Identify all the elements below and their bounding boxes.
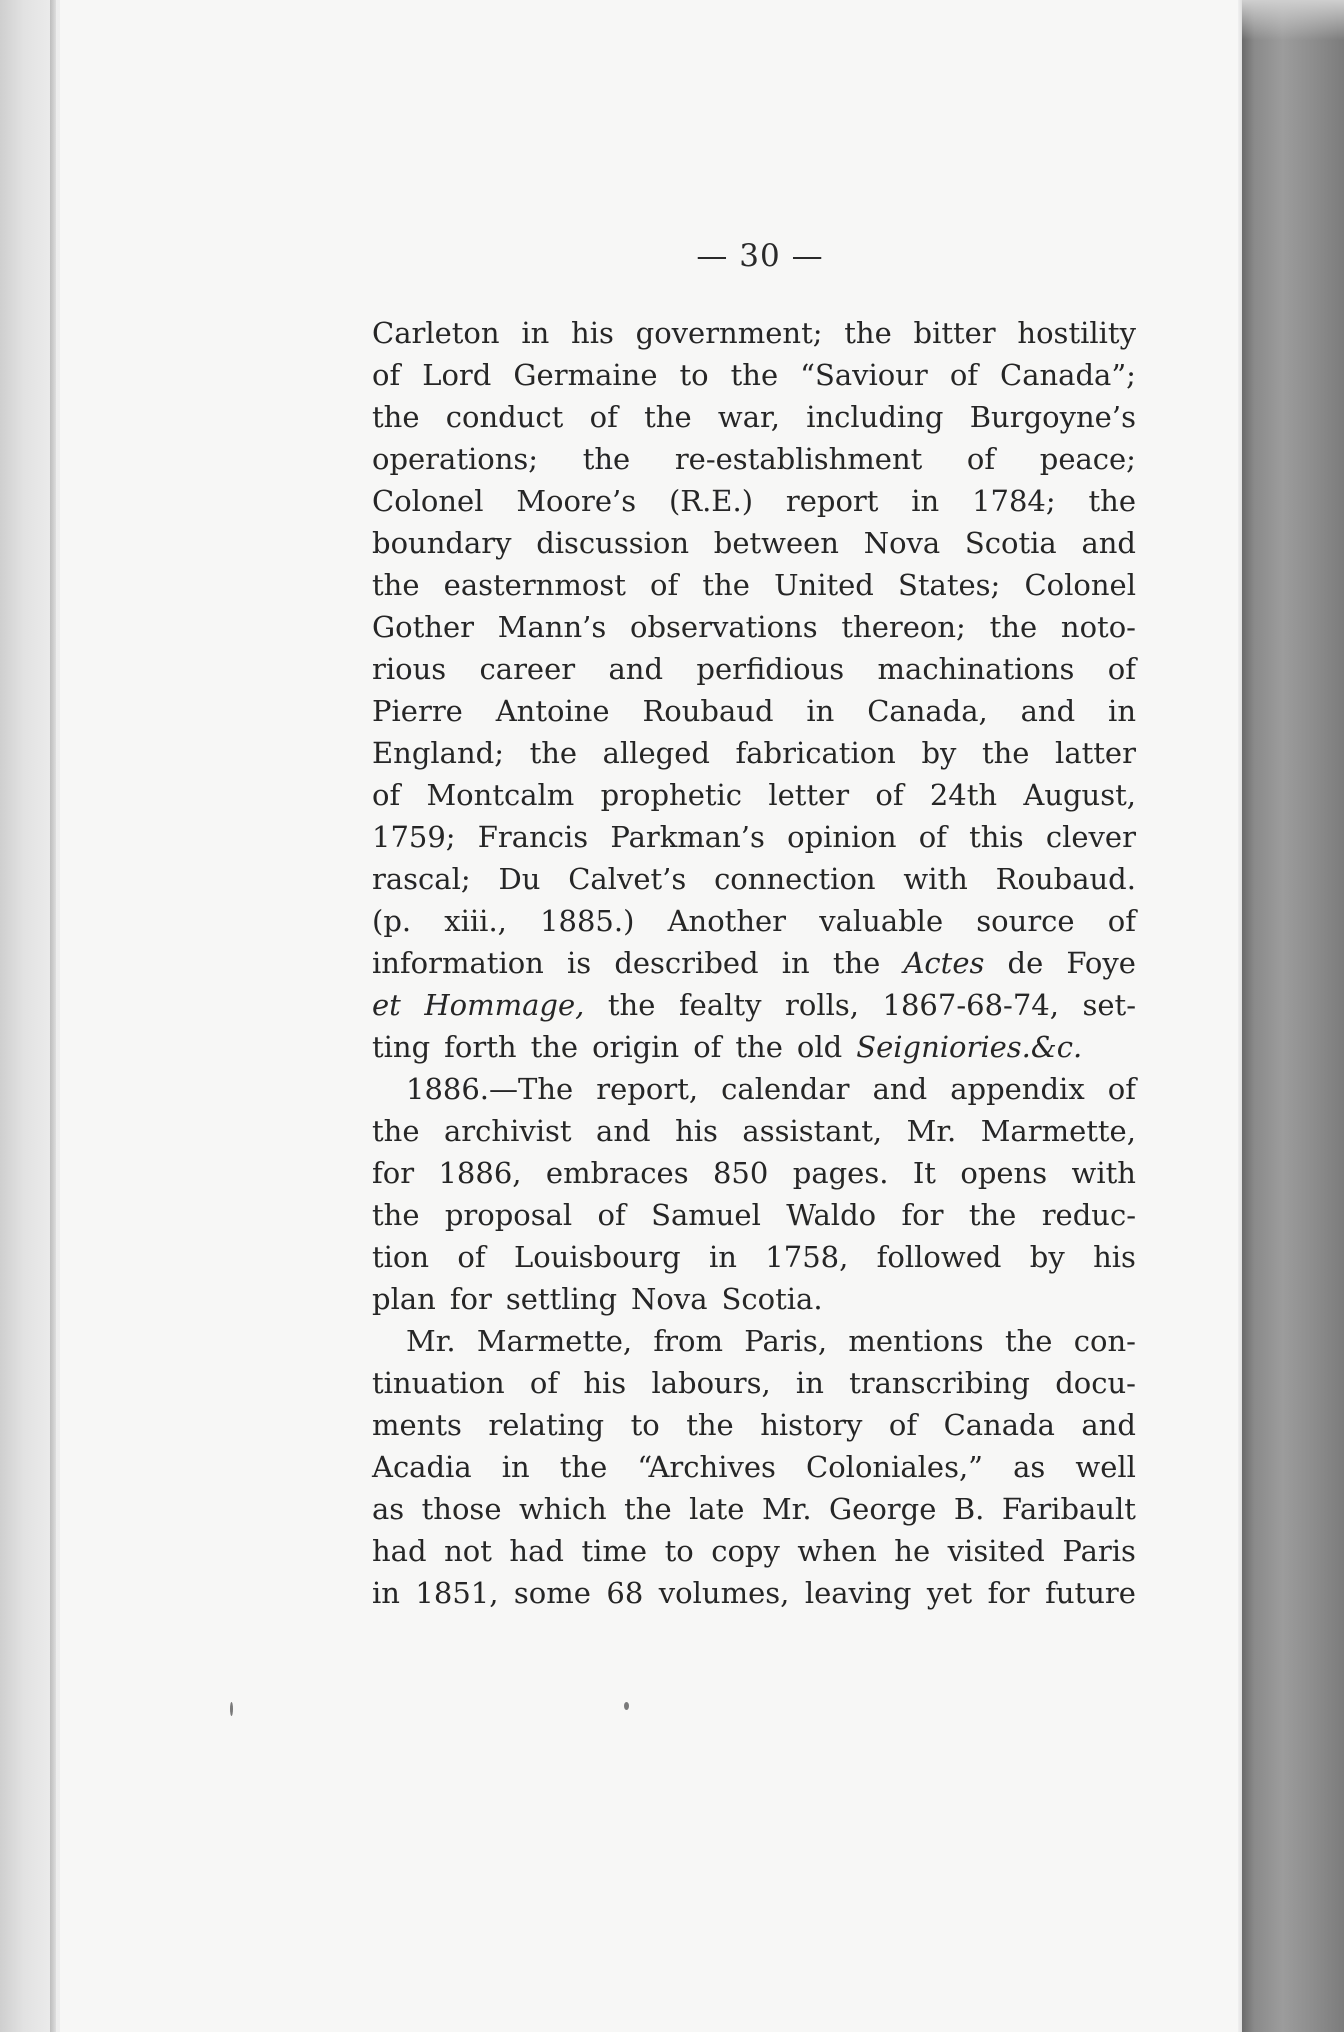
word: the bbox=[644, 400, 692, 434]
text-line bbox=[372, 1446, 1136, 1488]
word: Waldo bbox=[786, 1198, 877, 1232]
word: Moore’s bbox=[516, 484, 637, 518]
word: opinion bbox=[787, 820, 897, 854]
text-line bbox=[372, 816, 1136, 858]
word: Canada bbox=[943, 1408, 1055, 1442]
word: the bbox=[968, 1198, 1017, 1232]
word: of bbox=[372, 358, 401, 392]
word: of bbox=[875, 778, 904, 812]
word: plan bbox=[372, 1282, 436, 1316]
word: had bbox=[372, 1534, 427, 1568]
word: embraces bbox=[545, 1156, 689, 1190]
word: with bbox=[1071, 1156, 1136, 1190]
word: of bbox=[888, 1408, 918, 1442]
word: of bbox=[1107, 904, 1136, 938]
word: the bbox=[1004, 1324, 1053, 1358]
word: the bbox=[372, 568, 420, 602]
word: followed bbox=[876, 1240, 1002, 1274]
word: perfidious bbox=[696, 652, 845, 686]
text-line bbox=[372, 648, 1136, 690]
word: and bbox=[596, 1114, 651, 1148]
word: war, bbox=[717, 400, 780, 434]
word: Mr. bbox=[406, 1324, 456, 1358]
word: for bbox=[987, 1576, 1030, 1610]
word: history bbox=[760, 1408, 863, 1442]
word: old bbox=[796, 1030, 843, 1064]
word: of bbox=[949, 358, 979, 392]
italic-word: et bbox=[372, 988, 401, 1022]
word: transcribing bbox=[849, 1366, 1030, 1400]
word: Mr. bbox=[761, 1492, 812, 1526]
italic-word: &c. bbox=[1030, 1030, 1083, 1064]
dust-speck bbox=[624, 1702, 629, 1710]
word: relating bbox=[488, 1408, 605, 1442]
word: latter bbox=[1055, 736, 1136, 770]
word: Foye bbox=[1066, 946, 1136, 980]
text-line bbox=[372, 312, 1136, 354]
word: xiii., bbox=[444, 904, 507, 938]
word: docu- bbox=[1055, 1366, 1136, 1400]
word: Coloniales,” bbox=[806, 1450, 984, 1484]
word: with bbox=[903, 862, 968, 896]
word: Pierre bbox=[372, 694, 463, 728]
word: the bbox=[529, 736, 578, 770]
word: Mr. bbox=[906, 1114, 957, 1148]
word: origin bbox=[592, 1030, 680, 1064]
word: Gother bbox=[372, 610, 474, 644]
word: Roubaud. bbox=[995, 862, 1136, 896]
word: Germaine bbox=[513, 358, 658, 392]
word: is bbox=[567, 946, 592, 980]
word: ting bbox=[372, 1030, 431, 1064]
text-line bbox=[372, 606, 1136, 648]
dust-speck bbox=[230, 1702, 233, 1716]
word: the bbox=[1088, 484, 1136, 518]
word: 1758, bbox=[765, 1240, 849, 1274]
italic-word: Hommage, bbox=[424, 988, 585, 1022]
word: report bbox=[785, 484, 879, 518]
word: for bbox=[372, 1156, 415, 1190]
word: report, bbox=[596, 1072, 699, 1106]
word: in bbox=[709, 1240, 737, 1274]
word: and bbox=[1020, 694, 1076, 728]
word: Nova bbox=[631, 1282, 708, 1316]
word: and bbox=[872, 1072, 928, 1106]
word: the bbox=[735, 1030, 783, 1064]
word: volumes, bbox=[658, 1576, 790, 1610]
word: 850 bbox=[712, 1156, 769, 1190]
word: from bbox=[653, 1324, 723, 1358]
word: boundary bbox=[372, 526, 512, 560]
word: de bbox=[1007, 946, 1044, 980]
text-line bbox=[372, 396, 1136, 438]
word: con- bbox=[1073, 1324, 1136, 1358]
word: forth bbox=[444, 1030, 517, 1064]
text-line bbox=[372, 1530, 1136, 1572]
word: Canada”; bbox=[1000, 358, 1136, 392]
word: of bbox=[1107, 1072, 1136, 1106]
word: United bbox=[774, 568, 874, 602]
word: easternmost bbox=[443, 568, 626, 602]
word: in bbox=[781, 946, 810, 980]
word: prophetic bbox=[600, 778, 743, 812]
word: the bbox=[702, 568, 750, 602]
word: this bbox=[969, 820, 1024, 854]
word: England; bbox=[372, 736, 504, 770]
word: source bbox=[976, 904, 1075, 938]
word: of bbox=[372, 778, 401, 812]
word: the bbox=[989, 610, 1038, 644]
body-text bbox=[372, 312, 1136, 1614]
word: his bbox=[675, 1114, 718, 1148]
word: he bbox=[894, 1534, 931, 1568]
word: re-establishment bbox=[674, 442, 923, 476]
word: Samuel bbox=[651, 1198, 761, 1232]
word: Calvet’s bbox=[568, 862, 687, 896]
word: appendix bbox=[950, 1072, 1085, 1106]
word: 1851, bbox=[415, 1576, 499, 1610]
word: the bbox=[624, 1492, 672, 1526]
word: in bbox=[795, 1366, 824, 1400]
word: Montcalm bbox=[426, 778, 575, 812]
word: B. bbox=[953, 1492, 985, 1526]
word: of bbox=[918, 820, 947, 854]
text-line bbox=[372, 942, 1136, 984]
word: calendar bbox=[721, 1072, 850, 1106]
text-line bbox=[372, 858, 1136, 900]
word: (R.E.) bbox=[668, 484, 754, 518]
word: the bbox=[372, 1114, 420, 1148]
word: valuable bbox=[819, 904, 944, 938]
word: connection bbox=[714, 862, 876, 896]
word: opens bbox=[960, 1156, 1048, 1190]
word: the bbox=[372, 1198, 420, 1232]
word: machinations bbox=[877, 652, 1075, 686]
word: to bbox=[679, 358, 709, 392]
text-line bbox=[372, 1572, 1136, 1614]
word: leaving bbox=[804, 1576, 912, 1610]
word: Nova bbox=[863, 526, 941, 560]
text-line bbox=[372, 774, 1136, 816]
word: in bbox=[1108, 694, 1136, 728]
word: 1867-68-74, bbox=[882, 988, 1059, 1022]
italic-word: Actes bbox=[903, 946, 985, 980]
word: his bbox=[571, 316, 614, 350]
word: in bbox=[372, 1576, 400, 1610]
word: Francis bbox=[477, 820, 589, 854]
word: career bbox=[479, 652, 576, 686]
word: his bbox=[1093, 1240, 1136, 1274]
word: in bbox=[521, 316, 550, 350]
word: Antoine bbox=[495, 694, 610, 728]
word: of bbox=[693, 1030, 722, 1064]
word: Roubaud bbox=[642, 694, 774, 728]
text-line bbox=[372, 900, 1136, 942]
text-line bbox=[372, 1026, 1136, 1068]
word: of bbox=[589, 400, 618, 434]
word: Scotia bbox=[964, 526, 1057, 560]
word: and bbox=[1081, 1408, 1136, 1442]
word: his bbox=[583, 1366, 627, 1400]
word: hostility bbox=[1017, 316, 1136, 350]
word: time bbox=[581, 1534, 648, 1568]
word: tinuation bbox=[372, 1366, 505, 1400]
word: the bbox=[582, 442, 631, 476]
word: to bbox=[630, 1408, 660, 1442]
word: “Saviour bbox=[800, 358, 928, 392]
word: conduct bbox=[445, 400, 564, 434]
word: by bbox=[921, 736, 957, 770]
word: States; bbox=[898, 568, 1001, 602]
word: and bbox=[608, 652, 664, 686]
word: government; bbox=[635, 316, 823, 350]
word: visited bbox=[947, 1534, 1045, 1568]
text-line bbox=[372, 1362, 1136, 1404]
word: bitter bbox=[913, 316, 996, 350]
word: when bbox=[797, 1534, 877, 1568]
word: had bbox=[509, 1534, 564, 1568]
text-line bbox=[372, 1488, 1136, 1530]
word: 24th bbox=[929, 778, 998, 812]
word: Canada, bbox=[867, 694, 988, 728]
text-line bbox=[372, 1236, 1136, 1278]
word: 1886, bbox=[438, 1156, 522, 1190]
word: not bbox=[444, 1534, 492, 1568]
top-corner-shade bbox=[1242, 0, 1344, 40]
word: Another bbox=[667, 904, 787, 938]
word: mentions bbox=[848, 1324, 984, 1358]
word: Lord bbox=[422, 358, 492, 392]
word: in bbox=[911, 484, 940, 518]
word: to bbox=[664, 1534, 694, 1568]
word: Scotia. bbox=[721, 1282, 823, 1316]
word: discussion bbox=[536, 526, 690, 560]
word: pages. bbox=[792, 1156, 889, 1190]
word: information bbox=[372, 946, 544, 980]
text-line bbox=[372, 564, 1136, 606]
word: in bbox=[501, 1450, 530, 1484]
word: the bbox=[844, 316, 892, 350]
word: of bbox=[529, 1366, 559, 1400]
word: Marmette, bbox=[980, 1114, 1136, 1148]
word: reduc- bbox=[1041, 1198, 1136, 1232]
word: Paris, bbox=[744, 1324, 828, 1358]
word: Du bbox=[498, 862, 541, 896]
word: noto- bbox=[1060, 610, 1136, 644]
word: of bbox=[966, 442, 996, 476]
word: the bbox=[559, 1450, 608, 1484]
word: operations; bbox=[372, 442, 539, 476]
word: “Archives bbox=[637, 1450, 776, 1484]
word: and bbox=[1081, 526, 1136, 560]
word: George bbox=[829, 1492, 937, 1526]
word: proposal bbox=[444, 1198, 573, 1232]
word: Parkman’s bbox=[610, 820, 765, 854]
word: Paris bbox=[1062, 1534, 1136, 1568]
word: well bbox=[1075, 1450, 1136, 1484]
word: yet bbox=[926, 1576, 973, 1610]
word: 1885.) bbox=[540, 904, 635, 938]
text-line bbox=[372, 1194, 1136, 1236]
word: rolls, bbox=[785, 988, 859, 1022]
word: 1886.—The bbox=[406, 1072, 574, 1106]
word: of bbox=[1107, 652, 1136, 686]
word: the bbox=[730, 358, 779, 392]
word: of bbox=[650, 568, 679, 602]
word: including bbox=[806, 400, 944, 434]
text-line bbox=[372, 480, 1136, 522]
word: set- bbox=[1082, 988, 1136, 1022]
word: those bbox=[421, 1492, 502, 1526]
text-line bbox=[372, 1110, 1136, 1152]
word: late bbox=[689, 1492, 745, 1526]
right-book-edge bbox=[1242, 0, 1344, 2032]
word: Marmette, bbox=[476, 1324, 633, 1358]
word: which bbox=[518, 1492, 607, 1526]
word: the bbox=[607, 988, 656, 1022]
word: 68 bbox=[606, 1576, 644, 1610]
text-line bbox=[372, 1152, 1136, 1194]
text-line bbox=[372, 1278, 1136, 1320]
italic-word: Seigniories. bbox=[856, 1030, 1031, 1064]
word: settling bbox=[505, 1282, 618, 1316]
word: archivist bbox=[444, 1114, 572, 1148]
word: for bbox=[449, 1282, 492, 1316]
word: (p. bbox=[372, 904, 412, 938]
text-line bbox=[372, 1320, 1136, 1362]
word: rascal; bbox=[372, 862, 471, 896]
word: Faribault bbox=[1001, 1492, 1136, 1526]
word: of bbox=[597, 1198, 626, 1232]
text-line bbox=[372, 690, 1136, 732]
word: copy bbox=[711, 1534, 780, 1568]
word: clever bbox=[1045, 820, 1136, 854]
word: Acadia bbox=[372, 1450, 472, 1484]
text-line bbox=[372, 984, 1136, 1026]
word: the bbox=[832, 946, 881, 980]
word: tion bbox=[372, 1240, 430, 1274]
word: fabrication bbox=[735, 736, 896, 770]
word: Louisbourg bbox=[513, 1240, 681, 1274]
word: letter bbox=[768, 778, 850, 812]
text-line bbox=[372, 1404, 1136, 1446]
word: of bbox=[457, 1240, 486, 1274]
left-gutter-line bbox=[50, 0, 56, 2032]
text-line bbox=[372, 1068, 1136, 1110]
word: It bbox=[912, 1156, 936, 1190]
word: by bbox=[1029, 1240, 1065, 1274]
word: thereon; bbox=[841, 610, 966, 644]
word: peace; bbox=[1039, 442, 1136, 476]
word: ments bbox=[372, 1408, 462, 1442]
word: fealty bbox=[678, 988, 762, 1022]
word: Carleton bbox=[372, 316, 500, 350]
word: Colonel bbox=[372, 484, 484, 518]
word: observations bbox=[630, 610, 818, 644]
word: rious bbox=[372, 652, 447, 686]
word: August, bbox=[1023, 778, 1136, 812]
word: labours, bbox=[651, 1366, 771, 1400]
word: the bbox=[981, 736, 1030, 770]
page-number: — 30 — bbox=[696, 238, 824, 274]
word: some bbox=[513, 1576, 591, 1610]
text-line bbox=[372, 522, 1136, 564]
word: the bbox=[372, 400, 420, 434]
word: as bbox=[372, 1492, 405, 1526]
word: Colonel bbox=[1024, 568, 1136, 602]
word: 1759; bbox=[372, 820, 456, 854]
word: the bbox=[686, 1408, 734, 1442]
word: alleged bbox=[602, 736, 710, 770]
word: Mann’s bbox=[497, 610, 607, 644]
text-line bbox=[372, 438, 1136, 480]
word: assistant, bbox=[742, 1114, 883, 1148]
word: described bbox=[614, 946, 759, 980]
word: future bbox=[1045, 1576, 1136, 1610]
word: 1784; bbox=[972, 484, 1056, 518]
word: as bbox=[1013, 1450, 1046, 1484]
text-line bbox=[372, 732, 1136, 774]
word: Burgoyne’s bbox=[969, 400, 1136, 434]
word: in bbox=[806, 694, 835, 728]
text-line bbox=[372, 354, 1136, 396]
word: for bbox=[901, 1198, 944, 1232]
word: between bbox=[713, 526, 839, 560]
word: the bbox=[530, 1030, 579, 1064]
